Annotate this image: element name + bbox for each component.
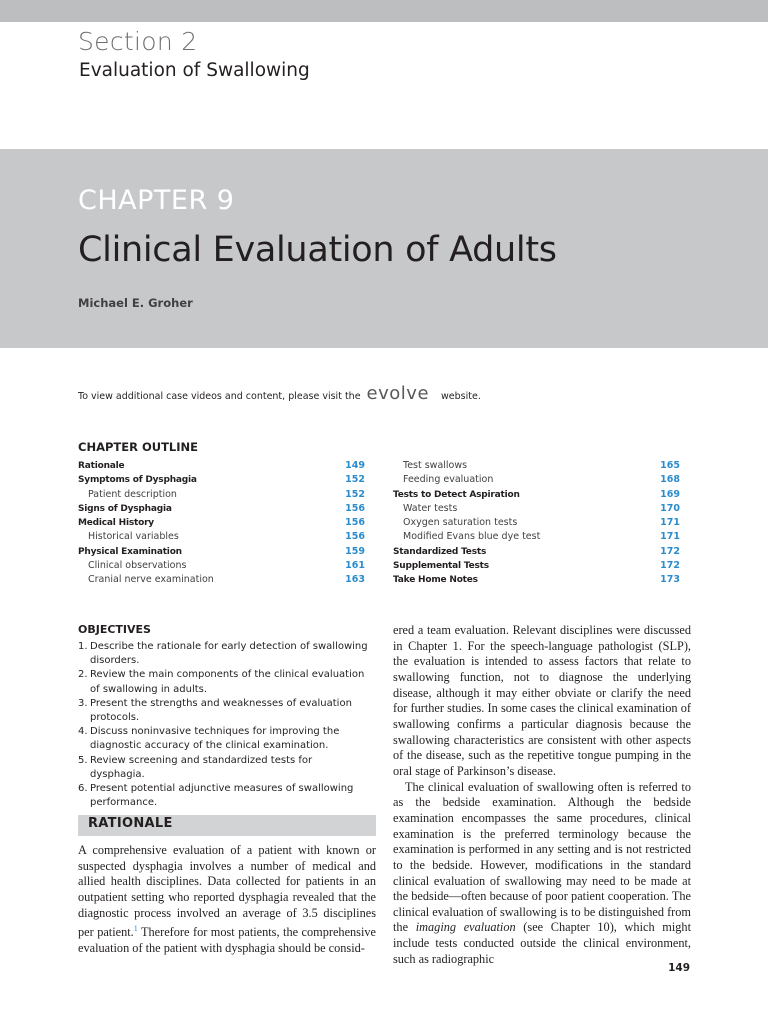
outline-entry: Modified Evans blue dye test <box>403 531 541 543</box>
objective-number: 2. <box>78 669 88 681</box>
outline-page-number: 163 <box>345 574 365 586</box>
rationale-heading: RATIONALE <box>88 816 173 831</box>
outline-entry: Supplemental Tests <box>393 561 489 572</box>
column2-paragraph-1: ered a team evaluation. Relevant disciplines were discussed in Chapter 1. For the speech-language pathologist (SLP), the evaluation is intended to assess factors that relate to swallowing function, not to diagnose the underlying disease, although it may either obviate or clarify the need for further studies. In some cases the clinical examination of swallowing confirms a particular diagnosis because the swallowing characteristics are consistent with other aspects of the disease, such as the repetitive tongue pumping in the oral stage of Parkinson’s disease. <box>393 623 691 778</box>
outline-row[interactable] <box>78 545 365 559</box>
outline-entry: Signs of Dysphagia <box>78 503 172 514</box>
outline-entry: Oxygen saturation tests <box>403 517 518 529</box>
outline-row[interactable] <box>78 573 365 587</box>
outline-row[interactable] <box>78 516 365 530</box>
column2-text-b: (see Chapter 10), which might include tests conducted outside the clinical environment, such as radiographic <box>393 920 691 966</box>
outline-page-number: 152 <box>345 474 365 486</box>
top-bar <box>0 0 768 22</box>
outline-page-number: 172 <box>660 560 680 572</box>
outline-page-number: 159 <box>345 545 365 557</box>
outline-row[interactable] <box>393 473 680 487</box>
rationale-text-a: A comprehensive evaluation of a patient with known or suspected dysphagia involves a number of medical and allied health disciplines. Data collected for patients in an outpatient setting who reported dysphagia revealed that the diagnostic process involved an average of 3.5 disciplines per patient. <box>78 843 376 940</box>
outline-row[interactable] <box>78 559 365 573</box>
section-label: Section 2 <box>78 27 198 56</box>
chapter-author: Michael E. Groher <box>78 296 193 310</box>
outline-entry: Tests to Detect Aspiration <box>393 489 520 500</box>
objective-text: Describe the rationale for early detection of swallowing disorders. <box>90 641 368 667</box>
outline-entry: Take Home Notes <box>393 575 478 586</box>
outline-heading: CHAPTER OUTLINE <box>78 440 198 454</box>
column2-text-a: The clinical evaluation of swallowing often is referred to as the bedside examination. Although the bedside examination encompasses the same procedures, clinical examination is the preferred terminology because the examination is performed in any setting and is not restricted to the bedside. However, modifications in the standard clinical evaluation of swallowing may need to be made at the bedside—often because of poor patient cooperation. The clinical evaluation of swallowing is to be distinguished from the <box>393 779 691 935</box>
objective-number: 1. <box>78 641 88 652</box>
outline-entry: Cranial nerve examination <box>88 574 214 586</box>
outline-entry: Test swallows <box>403 460 468 471</box>
evolve-logo[interactable]: evolve <box>366 383 430 404</box>
page-number: 149 <box>668 962 690 974</box>
outline-entry: Medical History <box>78 518 154 529</box>
outline-page-number: 169 <box>660 488 680 500</box>
outline-row[interactable] <box>393 559 680 573</box>
rationale-paragraph <box>78 843 376 957</box>
objectives-list <box>78 640 368 810</box>
outline-page-number: 173 <box>660 574 680 586</box>
outline-entry: Rationale <box>78 461 125 471</box>
outline-row[interactable] <box>393 459 680 473</box>
outline-row[interactable] <box>78 502 365 516</box>
outline-column-left <box>78 459 365 588</box>
section-title: Evaluation of Swallowing <box>79 60 310 81</box>
outline-page-number: 171 <box>660 531 680 543</box>
outline-row[interactable] <box>393 502 680 516</box>
outline-row[interactable] <box>393 530 680 544</box>
outline-page-number: 171 <box>660 517 680 529</box>
rationale-body <box>78 843 376 957</box>
outline-row[interactable] <box>78 488 365 502</box>
outline-page-number: 156 <box>345 531 365 543</box>
objective-item <box>78 782 368 810</box>
outline-row[interactable] <box>393 516 680 530</box>
outline-page-number: 156 <box>345 502 365 514</box>
objective-item <box>78 640 368 668</box>
outline-entry: Feeding evaluation <box>403 474 494 486</box>
objective-number: 3. <box>78 697 88 709</box>
outline-page-number: 152 <box>345 488 365 500</box>
chapter-title: Clinical Evaluation of Adults <box>78 230 557 270</box>
outline-entry: Historical variables <box>88 531 179 543</box>
outline-entry: Symptoms of Dysphagia <box>78 475 197 486</box>
outline-page-number: 156 <box>345 517 365 529</box>
objective-number: 4. <box>78 726 88 738</box>
objective-text: Discuss noninvasive techniques for improving the diagnostic accuracy of the clinical examination. <box>90 726 340 752</box>
outline-row[interactable] <box>393 573 680 587</box>
outline-row[interactable] <box>393 545 680 559</box>
outline-entry: Patient description <box>88 488 177 500</box>
objective-number: 5. <box>78 754 88 766</box>
reference-link[interactable]: 1 <box>133 924 138 934</box>
outline-entry: Clinical observations <box>88 560 187 572</box>
objective-text: Present the strengths and weaknesses of evaluation protocols. <box>90 697 352 724</box>
outline-entry: Water tests <box>403 502 458 514</box>
column2-italic: imaging evaluation <box>415 920 516 935</box>
outline-entry: Physical Examination <box>78 546 182 557</box>
objectives-heading: OBJECTIVES <box>78 623 151 636</box>
column2-paragraph-2 <box>393 780 691 968</box>
outline-page-number: 168 <box>660 474 680 486</box>
outline-page-number: 149 <box>345 460 365 471</box>
column2-body <box>393 623 691 967</box>
objective-text: Present potential adjunctive measures of swallowing performance. <box>90 783 354 809</box>
objective-item <box>78 697 368 725</box>
outline-page-number: 161 <box>345 560 365 572</box>
objective-item <box>78 754 368 782</box>
rationale-text-b: Therefore for most patients, the comprehensive evaluation of the patient with dysphagia should be consid- <box>78 925 376 956</box>
outline-page-number: 165 <box>660 460 680 471</box>
evolve-notice <box>78 383 481 404</box>
outline-row[interactable] <box>393 488 680 502</box>
outline-row[interactable] <box>78 530 365 544</box>
outline-entry: Standardized Tests <box>393 546 487 557</box>
outline-row[interactable] <box>78 459 365 473</box>
objective-item <box>78 725 368 753</box>
outline-page-number: 172 <box>660 545 680 557</box>
evolve-prefix: To view additional case videos and content, please visit the <box>78 391 361 402</box>
outline-page-number: 170 <box>660 502 680 514</box>
chapter-label: CHAPTER 9 <box>78 185 235 216</box>
objective-item <box>78 668 368 696</box>
outline-row[interactable] <box>78 473 365 487</box>
objective-number: 6. <box>78 783 88 795</box>
outline-column-right <box>393 459 680 588</box>
evolve-suffix: website. <box>441 391 481 402</box>
objective-text: Review screening and standardized tests for dysphagia. <box>90 754 313 780</box>
objective-text: Review the main components of the clinical evaluation of swallowing in adults. <box>90 669 365 695</box>
